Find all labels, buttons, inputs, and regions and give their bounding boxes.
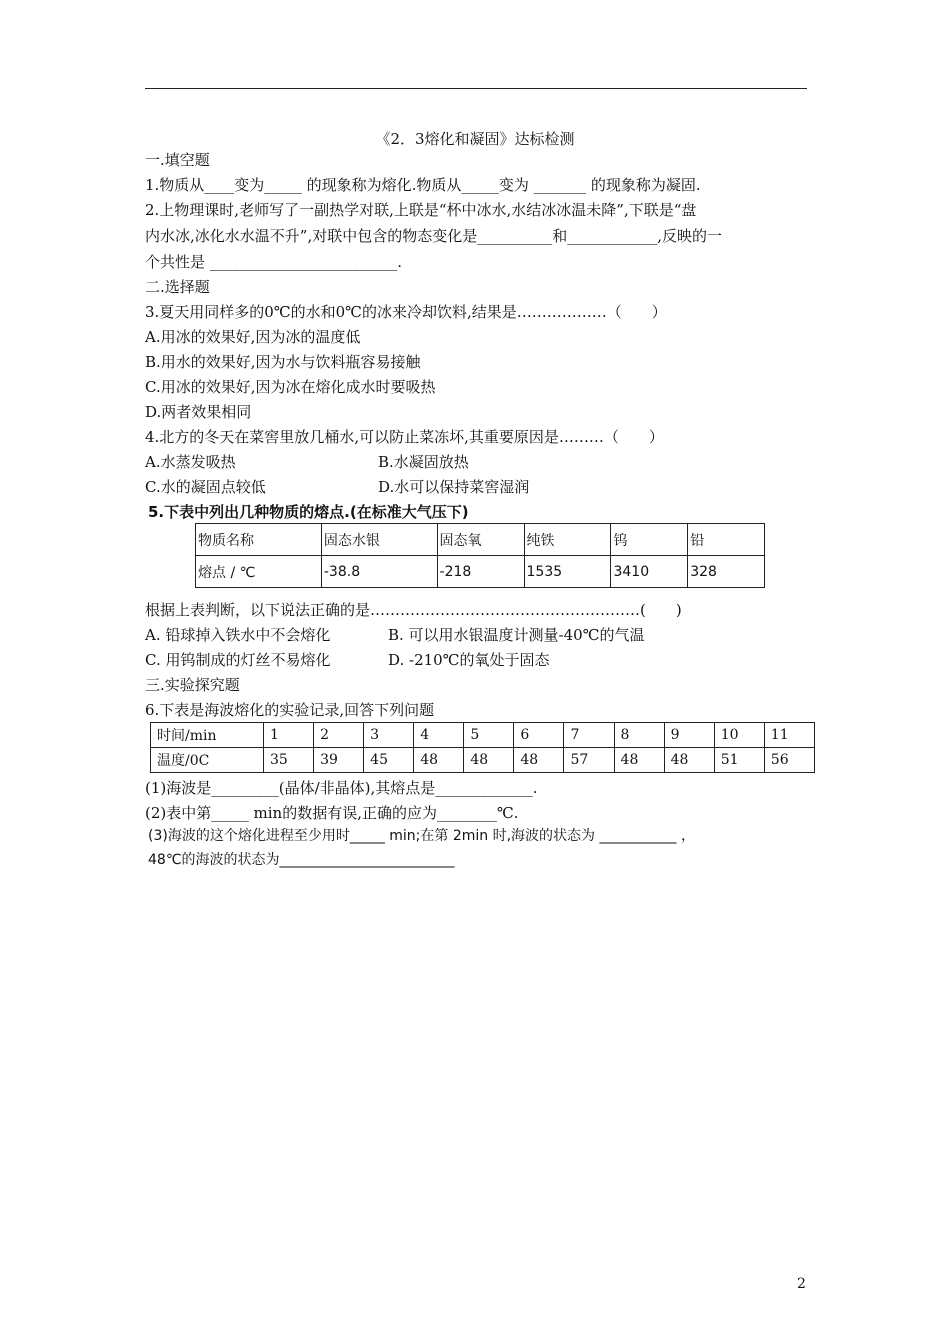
question-6-part-3-line-2: 48℃的海波的状态为_________________________ xyxy=(148,852,455,868)
question-2-line-1: 2.上物理课时,老师写了一副热学对联,上联是“杯中冰水,水结冰冰温未降”,下联是“盘 xyxy=(145,201,697,219)
question-5: 5.下表中列出几种物质的熔点.(在标准大气压下) xyxy=(148,503,469,521)
question-6-part-1: (1)海波是_________(晶体/非晶体),其熔点是_____________. xyxy=(145,779,538,797)
table-cell: 48 xyxy=(614,748,664,773)
question-5-prompt: 根据上表判断，以下说法正确的是………………………………………………( ) xyxy=(145,601,682,619)
question-4-option-b: B.水凝固放热 xyxy=(378,453,469,471)
question-4-option-d: D.水可以保持菜窖湿润 xyxy=(378,478,530,496)
melting-point-table xyxy=(195,523,765,588)
table-cell: 3 xyxy=(364,723,414,748)
table-cell: 45 xyxy=(364,748,414,773)
table-cell: 35 xyxy=(264,748,314,773)
table-header-cell: 纯铁 xyxy=(524,524,611,556)
table-cell: 1535 xyxy=(524,556,611,588)
table-header-cell: 温度/0C xyxy=(151,748,264,773)
table-cell: 4 xyxy=(414,723,464,748)
question-4-option-c: C.水的凝固点较低 xyxy=(145,478,266,496)
table-header-cell: 钨 xyxy=(611,524,688,556)
table-header-cell: 时间/min xyxy=(151,723,264,748)
question-4: 4.北方的冬天在菜窖里放几桶水,可以防止菜冻坏,其重要原因是………（ ） xyxy=(145,428,664,446)
section-choice: 二.选择题 xyxy=(145,278,210,296)
table-cell: 7 xyxy=(564,723,614,748)
question-6-part-2: (2)表中第_____ min的数据有误,正确的应为________℃. xyxy=(145,804,519,822)
table-cell: 3410 xyxy=(611,556,688,588)
table-cell: 48 xyxy=(514,748,564,773)
header-rule xyxy=(145,88,807,89)
table-header-cell: 固态水银 xyxy=(321,524,437,556)
table-header-cell: 物质名称 xyxy=(196,524,322,556)
question-3-option-c: C.用冰的效果好,因为冰在熔化成水时要吸热 xyxy=(145,378,436,396)
question-4-option-a: A.水蒸发吸热 xyxy=(145,453,236,471)
table-cell: 5 xyxy=(464,723,514,748)
question-5-option-d: D. -210℃的氧处于固态 xyxy=(388,651,550,669)
table-row xyxy=(196,524,765,556)
table-cell: 8 xyxy=(614,723,664,748)
table-cell: 1 xyxy=(264,723,314,748)
question-5-option-b: B. 可以用水银温度计测量-40℃的气温 xyxy=(388,626,645,644)
table-row xyxy=(196,556,765,588)
question-2-line-3: 个共性是 _________________________. xyxy=(145,253,403,271)
question-3-option-b: B.用水的效果好,因为水与饮料瓶容易接触 xyxy=(145,353,421,371)
table-cell: 56 xyxy=(764,748,814,773)
question-3: 3.夏天用同样多的0℃的水和0℃的冰来冷却饮料,结果是………………（ ） xyxy=(145,303,667,321)
table-cell: 熔点 / ℃ xyxy=(196,556,322,588)
table-row xyxy=(151,748,815,773)
table-row xyxy=(151,723,815,748)
question-6-part-3-line-1: (3)海波的这个熔化进程至少用时_____ min;在第 2min 时,海波的状态为 ___________ ， xyxy=(148,828,695,844)
table-cell: 48 xyxy=(664,748,714,773)
table-cell: 10 xyxy=(714,723,764,748)
table-header-cell: 固态氧 xyxy=(437,524,524,556)
table-cell: 39 xyxy=(314,748,364,773)
table-cell: 57 xyxy=(564,748,614,773)
table-cell: 2 xyxy=(314,723,364,748)
table-cell: 48 xyxy=(464,748,514,773)
question-2-line-2: 内水冰,冰化水水温不升”,对联中包含的物态变化是__________和____________,反映的一 xyxy=(145,227,722,245)
table-cell: 51 xyxy=(714,748,764,773)
question-5-option-a: A. 铅球掉入铁水中不会熔化 xyxy=(145,626,331,644)
table-cell: -38.8 xyxy=(321,556,437,588)
question-1: 1.物质从____变为_____ 的现象称为熔化.物质从_____变为 _______ 的现象称为凝固. xyxy=(145,176,701,194)
hypo-melting-table xyxy=(150,722,815,773)
table-cell: 9 xyxy=(664,723,714,748)
question-3-option-a: A.用冰的效果好,因为冰的温度低 xyxy=(145,328,361,346)
section-experiment: 三.实验探究题 xyxy=(145,676,240,694)
question-6: 6.下表是海波熔化的实验记录,回答下列问题 xyxy=(145,701,435,719)
table-cell: 48 xyxy=(414,748,464,773)
table-cell: 11 xyxy=(764,723,814,748)
table-cell: 6 xyxy=(514,723,564,748)
page-number: 2 xyxy=(797,1276,806,1292)
section-fill-in: 一.填空题 xyxy=(145,151,210,169)
table-cell: 328 xyxy=(688,556,765,588)
question-3-option-d: D.两者效果相同 xyxy=(145,403,252,421)
table-cell: -218 xyxy=(437,556,524,588)
table-header-cell: 铅 xyxy=(688,524,765,556)
page-title: 《2．3熔化和凝固》达标检测 xyxy=(375,130,575,148)
question-5-option-c: C. 用钨制成的灯丝不易熔化 xyxy=(145,651,331,669)
